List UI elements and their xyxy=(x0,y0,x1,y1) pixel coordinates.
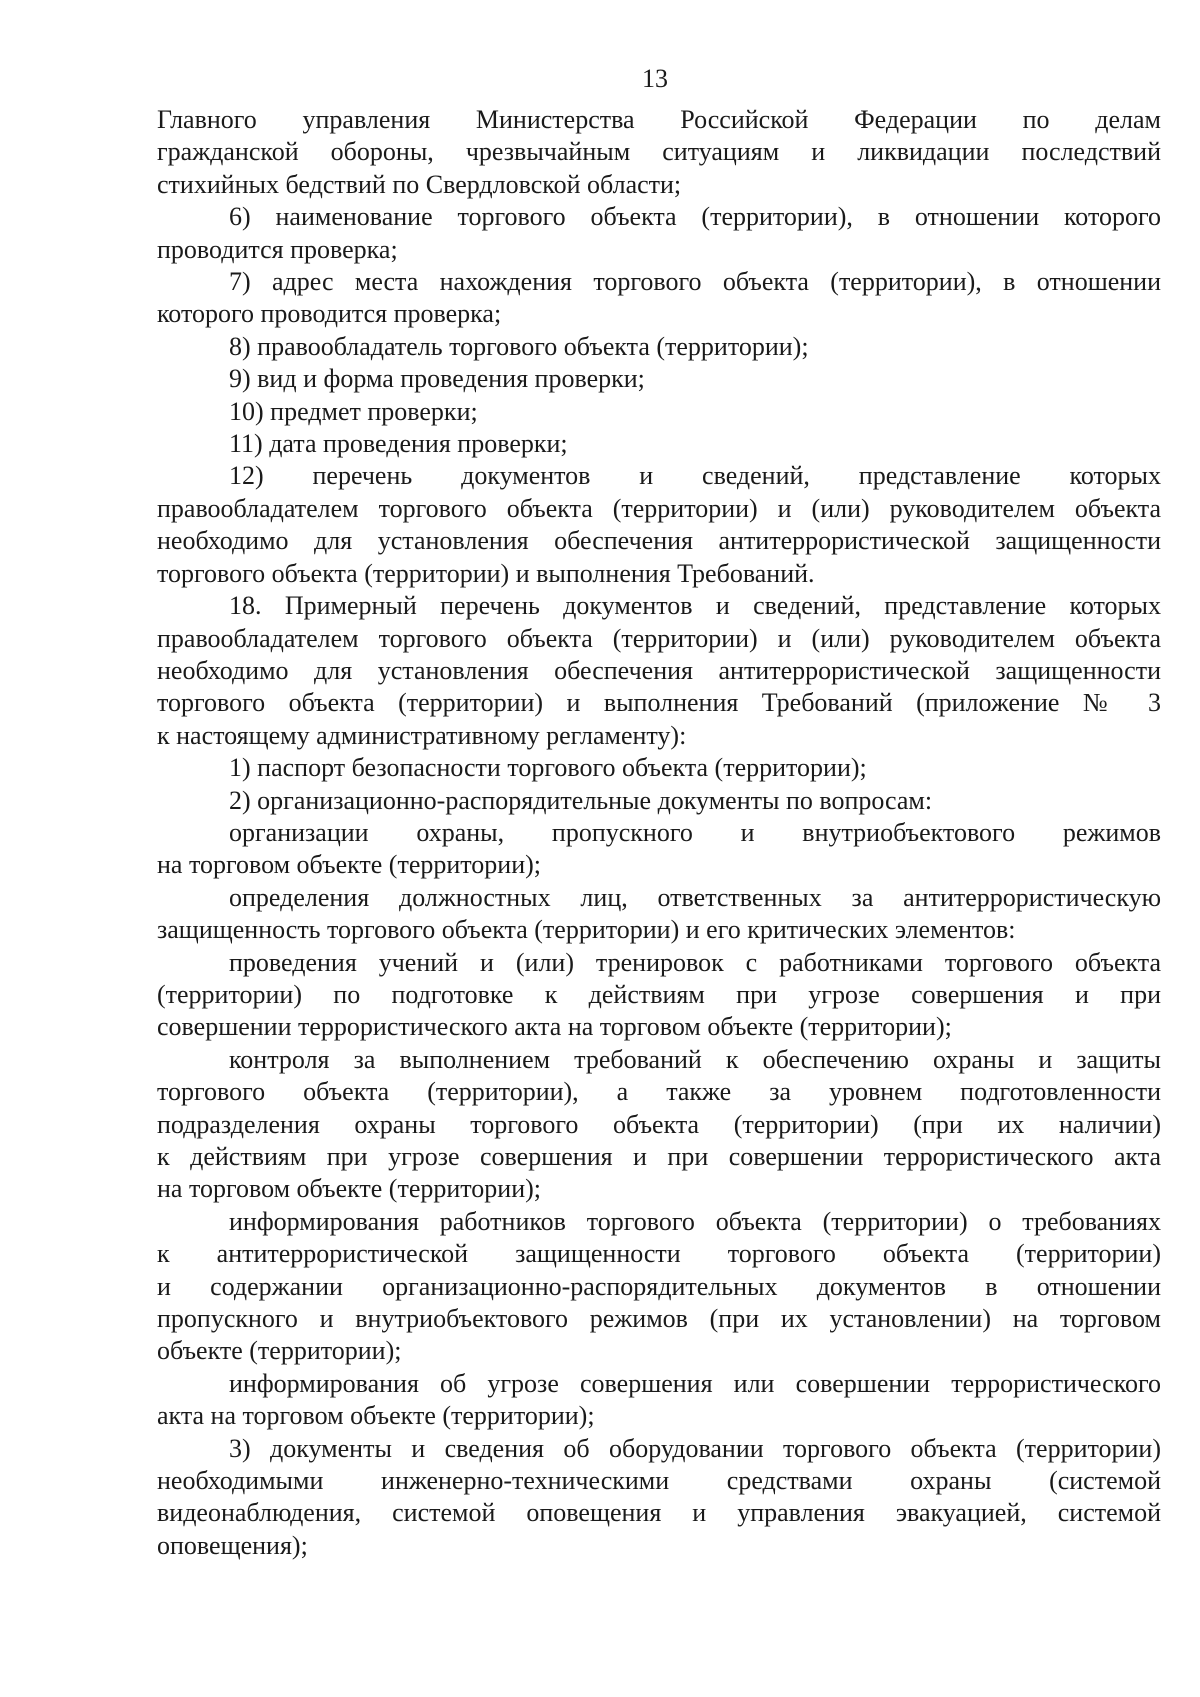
text-line: совершении террористического акта на торговом объекте (территории); xyxy=(157,1012,952,1042)
text-line: и содержании организационно-распорядительных документов в отношении xyxy=(157,1271,1161,1301)
text-line: стихийных бедствий по Свердловской области; xyxy=(157,169,682,199)
list-item-10 xyxy=(157,396,1161,428)
clause-18-item-3 xyxy=(157,1433,1161,1563)
text-line: контроля за выполнением требований к обеспечению охраны и защиты xyxy=(229,1044,1161,1074)
text-line: защищенность торгового объекта (территории) и его критических элементов: xyxy=(157,915,1016,945)
text-line: на торговом объекте (территории); xyxy=(157,1174,542,1204)
text-line: 12) перечень документов и сведений, представление которых xyxy=(229,461,1161,491)
text-line: 6) наименование торгового объекта (территории), в отношении которого xyxy=(229,202,1161,232)
clause-18-item-1 xyxy=(157,752,1161,784)
text-line: на торговом объекте (территории); xyxy=(157,850,542,880)
list-item-6 xyxy=(157,201,1161,266)
subitem-control xyxy=(157,1044,1161,1206)
text-line: информирования об угрозе совершения или совершении террористического xyxy=(229,1368,1161,1398)
text-line: необходимо для установления обеспечения антитеррористической защищенности xyxy=(157,526,1161,556)
text-line: правообладателем торгового объекта (территории) и (или) руководителем объекта xyxy=(157,623,1161,653)
text-line: к действиям при угрозе совершения и при совершении террористического акта xyxy=(157,1142,1161,1171)
text-line: необходимыми инженерно-техническими средствами охраны (системой xyxy=(157,1466,1161,1496)
text-line: проведения учений и (или) тренировок с работниками торгового объекта xyxy=(229,947,1161,977)
text-line: 1) паспорт безопасности торгового объекта (территории); xyxy=(229,753,867,783)
text-line: 8) правообладатель торгового объекта (территории); xyxy=(229,331,809,361)
text-line: оповещения); xyxy=(157,1530,308,1560)
text-line: торгового объекта (территории) и выполнения Требований. xyxy=(157,558,815,588)
list-item-7 xyxy=(157,266,1161,331)
clause-18-item-2 xyxy=(157,785,1161,817)
text-line: (территории) по подготовке к действиям при угрозе совершения и при xyxy=(157,979,1161,1009)
clause-18 xyxy=(157,590,1161,752)
text-line: 9) вид и форма проведения проверки; xyxy=(229,364,645,394)
text-line: гражданской обороны, чрезвычайным ситуациям и ликвидации последствий xyxy=(157,137,1161,167)
text-line: 10) предмет проверки; xyxy=(229,396,478,426)
list-item-12 xyxy=(157,460,1161,590)
subitem-drills xyxy=(157,947,1161,1044)
subitem-informing-staff xyxy=(157,1206,1161,1368)
paragraph-gu-mchs xyxy=(157,104,1161,201)
subitem-responsible-persons xyxy=(157,882,1161,947)
text-line: Главного управления Министерства Российской Федерации по делам xyxy=(157,105,1161,134)
text-line: 7) адрес места нахождения торгового объекта (территории), в отношении xyxy=(229,267,1161,297)
text-line: 18. Примерный перечень документов и сведений, представление которых xyxy=(229,591,1161,621)
document-body xyxy=(157,104,1161,1562)
text-line: подразделения охраны торгового объекта (территории) (при их наличии) xyxy=(157,1109,1161,1139)
text-line: пропускного и внутриобъектового режимов (при их установлении) на торговом xyxy=(157,1304,1161,1334)
text-line: 2) организационно-распорядительные документы по вопросам: xyxy=(229,785,933,815)
text-line: проводится проверка; xyxy=(157,234,398,264)
text-line: 11) дата проведения проверки; xyxy=(229,429,568,459)
text-line: к настоящему административному регламенту): xyxy=(157,720,687,750)
text-line: которого проводится проверка; xyxy=(157,299,502,329)
text-line: торгового объекта (территории), а также за уровнем подготовленности xyxy=(157,1077,1161,1107)
subitem-informing-threat xyxy=(157,1368,1161,1433)
text-line: правообладателем торгового объекта (территории) и (или) руководителем объекта xyxy=(157,493,1161,523)
text-line: акта на торговом объекте (территории); xyxy=(157,1401,595,1431)
page-number: 13 xyxy=(642,64,668,93)
text-line: видеонаблюдения, системой оповещения и управления эвакуацией, системой xyxy=(157,1498,1161,1528)
text-line: организации охраны, пропускного и внутриобъектового режимов xyxy=(229,817,1161,847)
list-item-8 xyxy=(157,331,1161,363)
text-line: необходимо для установления обеспечения антитеррористической защищенности xyxy=(157,655,1161,685)
text-line: объекте (территории); xyxy=(157,1336,402,1366)
subitem-security-regimes xyxy=(157,817,1161,882)
text-line: информирования работников торгового объекта (территории) о требованиях xyxy=(229,1206,1161,1236)
text-line: к антитеррористической защищенности торгового объекта (территории) xyxy=(157,1239,1161,1269)
text-line: 3) документы и сведения об оборудовании торгового объекта (территории) xyxy=(229,1433,1161,1463)
text-line: торгового объекта (территории) и выполнения Требований (приложение № 3 xyxy=(157,688,1161,718)
text-line: определения должностных лиц, ответственных за антитеррористическую xyxy=(229,882,1161,912)
list-item-9 xyxy=(157,363,1161,395)
list-item-11 xyxy=(157,428,1161,460)
